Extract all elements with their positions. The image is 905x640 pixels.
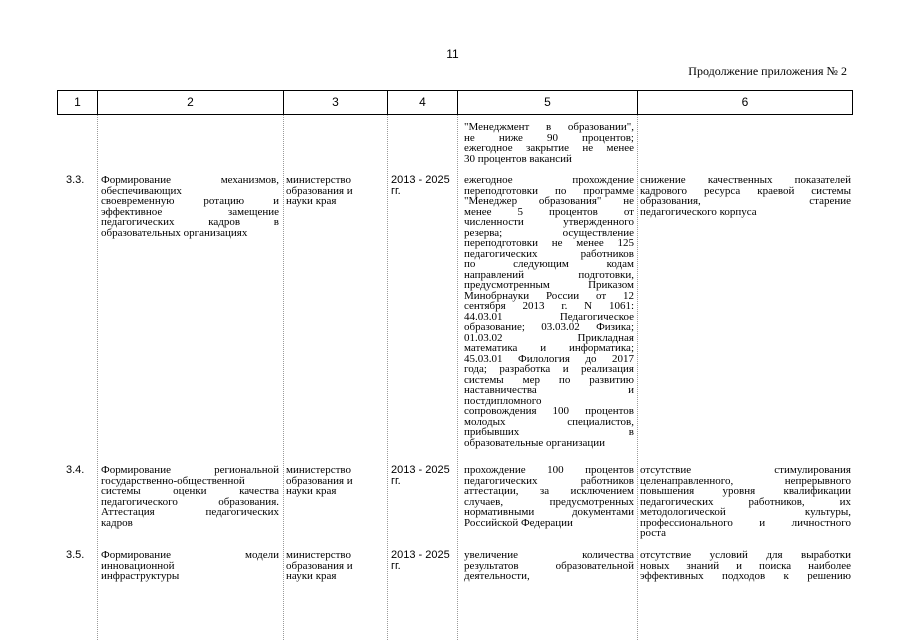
measure-title bbox=[101, 465, 279, 528]
header-col-6: 6 bbox=[741, 95, 749, 109]
text-line: молодых специалистов, bbox=[464, 415, 634, 428]
text-line: Аттестация педагогических bbox=[101, 506, 279, 518]
risk-description bbox=[640, 550, 851, 582]
text-line: науки края bbox=[286, 570, 337, 582]
text-line: инфраструктуры bbox=[101, 570, 180, 582]
text-line: образования, старение bbox=[640, 195, 851, 207]
text-line: снижение качественных показателей bbox=[640, 174, 851, 186]
text-line: повышения уровня квалификации bbox=[640, 485, 851, 497]
text-line: педагогических работников bbox=[464, 474, 634, 487]
text-line: деятельности, bbox=[464, 570, 530, 582]
text-line: сопровождения 100 процентов bbox=[464, 405, 634, 417]
risk-description bbox=[640, 175, 851, 217]
text-line: образовательные организации bbox=[464, 436, 606, 449]
text-line: менее 5 процентов от bbox=[464, 205, 634, 218]
period bbox=[391, 175, 457, 196]
text-line: предусмотренным Приказом bbox=[464, 279, 634, 291]
text-line: не ниже 90 процентов; bbox=[464, 131, 634, 144]
text-line: гг. bbox=[391, 474, 401, 487]
text-line: обеспечивающих bbox=[101, 184, 182, 197]
text-line: нормативными документами bbox=[464, 506, 634, 518]
text-line: новых знаний и поиска наиболее bbox=[640, 559, 851, 572]
row-number: 3.5. bbox=[66, 549, 85, 561]
text-line: своевременную ротацию и bbox=[101, 195, 279, 207]
text-line: математика и информатика; bbox=[464, 342, 634, 354]
text-line: результатов образовательной bbox=[464, 559, 634, 572]
text-line: кадрового ресурса краевой системы bbox=[640, 184, 851, 197]
text-line: прохождение 100 процентов bbox=[464, 464, 634, 476]
text-line: эффективных подходов к решению bbox=[640, 570, 851, 582]
text-line: системы оценки качества bbox=[101, 485, 279, 497]
text-line: министерство bbox=[286, 464, 352, 476]
header-col-5: 5 bbox=[458, 91, 638, 114]
responsible bbox=[286, 465, 386, 497]
text-line: наставничества и bbox=[464, 384, 634, 396]
text-line: "Менеджер образования" не bbox=[464, 195, 634, 207]
text-line: переподготовки не менее 125 bbox=[464, 237, 634, 249]
text-line: ежегодное прохождение bbox=[464, 174, 634, 186]
text-line: педагогического образования. bbox=[101, 495, 279, 508]
text-line: отсутствие условий для выработки bbox=[640, 549, 851, 561]
text-line: образовательных организациях bbox=[101, 226, 248, 239]
text-line: Формирование механизмов, bbox=[101, 174, 279, 186]
text-line: педагогического корпуса bbox=[640, 205, 757, 218]
text-line: профессионального и личностного bbox=[640, 516, 851, 529]
text-line: эффективное замещение bbox=[101, 205, 279, 218]
text-line: педагогических работников bbox=[464, 247, 634, 260]
text-line: отсутствие стимулирования bbox=[640, 464, 851, 476]
continuation-label: Продолжение приложения № 2 bbox=[688, 64, 847, 78]
text-line: 2013 - 2025 bbox=[391, 549, 450, 561]
carryover-result bbox=[464, 122, 634, 164]
text-line: инновационной bbox=[101, 559, 175, 572]
text-line: методологической культуры, bbox=[640, 506, 851, 518]
text-line: прибывших в bbox=[464, 426, 634, 438]
text-line: резерва; осуществление bbox=[464, 226, 634, 239]
text-line: роста bbox=[640, 527, 666, 539]
risk-description bbox=[640, 465, 851, 539]
text-line: Российской Федерации bbox=[464, 516, 573, 529]
text-line: образования и bbox=[286, 474, 353, 487]
text-line: целенаправленного, непрерывного bbox=[640, 474, 851, 487]
text-line: Формирование модели bbox=[101, 549, 279, 561]
header-col-4: 4 bbox=[388, 91, 458, 114]
expected-result bbox=[464, 465, 634, 528]
text-line: науки края bbox=[286, 195, 337, 207]
column-guide bbox=[637, 115, 638, 640]
responsible bbox=[286, 550, 386, 582]
text-line: 44.03.01 Педагогическое bbox=[464, 310, 634, 323]
column-guide bbox=[97, 115, 98, 640]
text-line: года; разработка и реализация bbox=[464, 363, 634, 375]
text-line: переподготовки по программе bbox=[464, 184, 634, 197]
text-line: Минобрнауки России от 12 bbox=[464, 289, 634, 302]
text-line: министерство bbox=[286, 174, 352, 186]
text-line: случаев, предусмотренных bbox=[464, 495, 634, 508]
text-line: педагогических работников, их bbox=[640, 495, 851, 508]
text-line: ежегодное закрытие не менее bbox=[464, 142, 634, 154]
text-line: 30 процентов вакансий bbox=[464, 152, 572, 165]
text-line: гг. bbox=[391, 184, 401, 197]
text-line: Формирование региональной bbox=[101, 464, 279, 476]
text-line: направлений подготовки, bbox=[464, 268, 634, 281]
text-line: 45.03.01 Филология до 2017 bbox=[464, 352, 634, 365]
measure-title bbox=[101, 175, 279, 238]
measure-title bbox=[101, 550, 279, 582]
text-line: увеличение количества bbox=[464, 549, 634, 561]
text-line: системы мер по развитию bbox=[464, 373, 634, 386]
text-line: педагогических кадров в bbox=[101, 216, 279, 228]
text-line: кадров bbox=[101, 516, 133, 529]
text-line: аттестации, за исключением bbox=[464, 485, 634, 497]
column-guide bbox=[283, 115, 284, 640]
responsible bbox=[286, 175, 386, 207]
text-line: науки края bbox=[286, 485, 337, 497]
expected-result bbox=[464, 550, 634, 582]
text-line: 2013 - 2025 bbox=[391, 464, 450, 476]
text-line: "Менеджмент в образовании", bbox=[464, 121, 634, 133]
table-header-row bbox=[57, 90, 853, 115]
text-line: образования и bbox=[286, 559, 353, 572]
text-line: сентября 2013 г. N 1061: bbox=[464, 300, 634, 312]
column-guide bbox=[387, 115, 388, 640]
page-number: 11 bbox=[446, 47, 459, 61]
text-line: образования и bbox=[286, 184, 353, 197]
text-line: 2013 - 2025 bbox=[391, 174, 450, 186]
text-line: численности утвержденного bbox=[464, 216, 634, 228]
period bbox=[391, 550, 457, 571]
text-line: по следующим кодам bbox=[464, 258, 634, 270]
text-line: постдипломного bbox=[464, 394, 542, 407]
header-col-3: 3 bbox=[284, 91, 388, 114]
expected-result bbox=[464, 175, 634, 448]
row-number: 3.3. bbox=[66, 174, 85, 186]
text-line: государственно-общественной bbox=[101, 474, 245, 487]
text-line: 01.03.02 Прикладная bbox=[464, 331, 634, 344]
header-col-2: 2 bbox=[98, 91, 284, 114]
text-line: образование; 03.03.02 Физика; bbox=[464, 321, 634, 333]
column-guide bbox=[457, 115, 458, 640]
period bbox=[391, 465, 457, 486]
text-line: гг. bbox=[391, 559, 401, 572]
header-col-1: 1 bbox=[58, 91, 98, 114]
row-number: 3.4. bbox=[66, 464, 85, 476]
text-line: министерство bbox=[286, 549, 352, 561]
